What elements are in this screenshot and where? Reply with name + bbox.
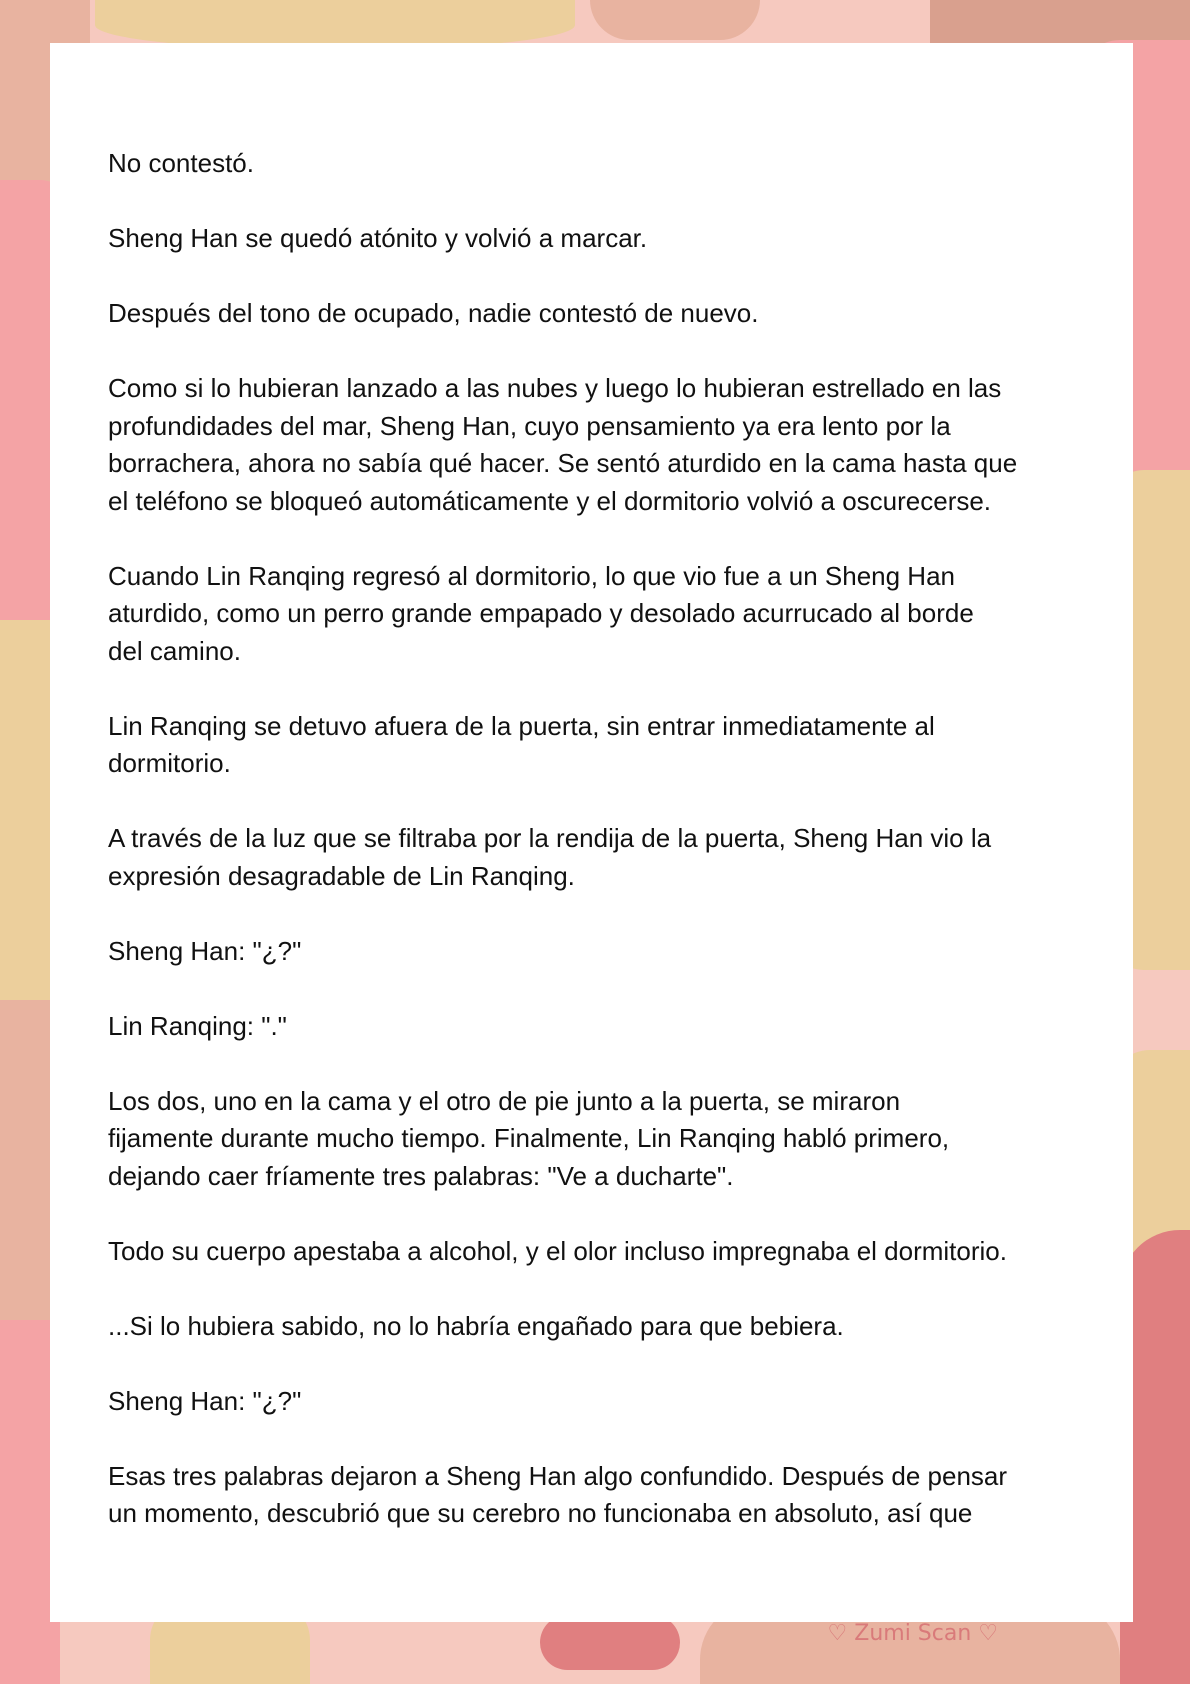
paragraph bbox=[108, 145, 1118, 183]
text-line: A través de la luz que se filtraba por la rendija de la puerta, Sheng Han vio la bbox=[108, 823, 992, 853]
text-line: Cuando Lin Ranqing regresó al dormitorio, lo que vio fue a un Sheng Han bbox=[108, 560, 955, 591]
text-line: borrachera, ahora no sabía qué hacer. Se sentó aturdido en la cama hasta que bbox=[108, 448, 1018, 478]
decor-shape bbox=[590, 0, 760, 40]
page bbox=[50, 43, 1133, 1646]
paragraph bbox=[108, 933, 1118, 971]
paragraph bbox=[108, 295, 1118, 333]
paragraph bbox=[108, 220, 1118, 258]
text-line: Después del tono de ocupado, nadie contestó de nuevo. bbox=[108, 298, 759, 328]
text-line: Sheng Han se quedó atónito y volvió a marcar. bbox=[108, 223, 648, 253]
paragraph bbox=[108, 820, 1118, 895]
text-line: dejando caer fríamente tres palabras: "Ve a ducharte". bbox=[108, 1160, 734, 1191]
paragraph bbox=[108, 1383, 1118, 1421]
text-line: el teléfono se bloqueó automáticamente y el dormitorio volvió a oscurecerse. bbox=[108, 485, 992, 516]
paragraph bbox=[108, 1308, 1118, 1346]
text-line: expresión desagradable de Lin Ranqing. bbox=[108, 860, 575, 891]
text-line: Como si lo hubieran lanzado a las nubes y luego lo hubieran estrellado en las bbox=[108, 373, 1002, 403]
paragraph bbox=[108, 1008, 1118, 1046]
paragraph bbox=[108, 1233, 1118, 1271]
text-line: Los dos, uno en la cama y el otro de pie junto a la puerta, se miraron bbox=[108, 1085, 901, 1116]
text-line: aturdido, como un perro grande empapado y desolado acurrucado al borde bbox=[108, 598, 974, 628]
text-line: un momento, descubrió que su cerebro no funcionaba en absoluto, así que bbox=[108, 1498, 973, 1528]
decor-shape bbox=[540, 1615, 680, 1670]
text-line: Lin Ranqing se detuvo afuera de la puerta, sin entrar inmediatamente al bbox=[108, 710, 935, 741]
text-line: fijamente durante mucho tiempo. Finalmente, Lin Ranqing habló primero, bbox=[108, 1123, 950, 1153]
chapter-text bbox=[108, 145, 1118, 1570]
text-line: ...Si lo hubiera sabido, no lo habría engañado para que bebiera. bbox=[108, 1310, 844, 1341]
text-line: dormitorio. bbox=[108, 748, 231, 778]
paragraph bbox=[108, 1083, 1118, 1196]
text-line: del camino. bbox=[108, 635, 241, 666]
text-line: Esas tres palabras dejaron a Sheng Han algo confundido. Después de pensar bbox=[108, 1460, 1008, 1491]
text-line: Sheng Han: "¿?" bbox=[108, 1385, 302, 1416]
text-line: profundidades del mar, Sheng Han, cuyo pensamiento ya era lento por la bbox=[108, 410, 951, 441]
text-line: Lin Ranqing: "." bbox=[108, 1010, 287, 1041]
paragraph bbox=[108, 370, 1118, 520]
paragraph bbox=[108, 558, 1118, 671]
text-line: No contestó. bbox=[108, 148, 254, 178]
text-line: Todo su cuerpo apestaba a alcohol, y el olor incluso impregnaba el dormitorio. bbox=[108, 1235, 1007, 1266]
footer-credit: ♡ Zumi Scan ♡ bbox=[827, 1621, 998, 1646]
paragraph bbox=[108, 1458, 1118, 1533]
text-line: Sheng Han: "¿?" bbox=[108, 935, 302, 966]
paragraph bbox=[108, 708, 1118, 783]
